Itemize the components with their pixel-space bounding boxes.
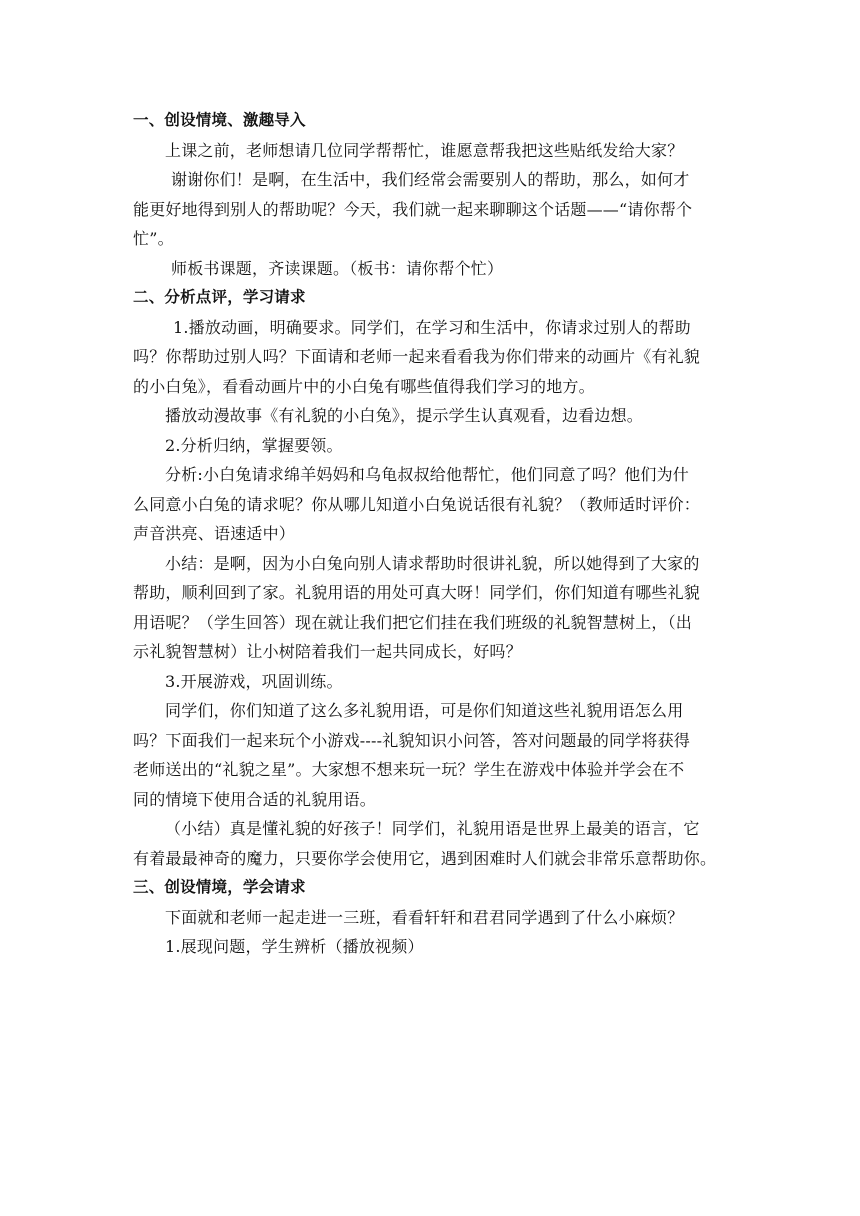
- section-heading: 二、分析点评，学习请求: [133, 288, 306, 306]
- paragraph-line: 1.展现问题，学生辨析（播放视频）: [165, 937, 424, 956]
- paragraph-line: 能更好地得到别人的帮助呢？今天，我们就一起来聊聊这个话题——“请你帮个: [133, 199, 693, 219]
- paragraph-line: 谢谢你们！是啊，在生活中，我们经常会需要别人的帮助，那么，如何才: [171, 170, 690, 189]
- paragraph-line: 3.开展游戏，巩固训练。: [165, 671, 343, 691]
- paragraph-line: （小结）真是懂礼貌的好孩子！同学们，礼貌用语是世界上最美的语言，它: [165, 819, 700, 838]
- paragraph-line: 吗？你帮助过别人吗？下面请和老师一起来看看我为你们带来的动画片《有礼貌: [133, 347, 701, 366]
- paragraph-line: 老师送出的“礼貌之星”。大家想不想来玩一玩？学生在游戏中体验并学会在不: [133, 760, 685, 779]
- paragraph-line: 有着最最神奇的魔力，只要你学会使用它，遇到困难时人们就会非常乐意帮助你。: [133, 848, 717, 868]
- paragraph-line: 的小白兔》，看看动画片中的小白兔有哪些值得我们学习的地方。: [133, 376, 595, 396]
- paragraph-line: 上课之前，老师想请几位同学帮帮忙，谁愿意帮我把这些贴纸发给大家？: [165, 140, 684, 160]
- paragraph-line: 帮助，顺利回到了家。礼貌用语的用处可真大呀！同学们，你们知道有哪些礼貌: [133, 583, 701, 602]
- paragraph-line: 播放动漫故事《有礼貌的小白兔》，提示学生认真观看，边看边想。: [165, 406, 644, 425]
- document-page: [133, 106, 733, 962]
- paragraph-line: 示礼貌智慧树）让小树陪着我们一起共同成长，好吗？: [133, 642, 522, 661]
- paragraph-line: 2.分析归纳，掌握要领。: [165, 435, 343, 455]
- section-heading: 一、创设情境、激趣导入: [133, 111, 306, 129]
- paragraph-line: 1.播放动画，明确要求。同学们，在学习和生活中，你请求过别人的帮助: [173, 317, 691, 337]
- paragraph-line: 声音洪亮、语速适中）: [133, 524, 296, 543]
- paragraph-line: 么同意小白兔的请求呢？你从哪儿知道小白兔说话很有礼貌？（教师适时评价：: [133, 494, 701, 514]
- paragraph-line: 同学们，你们知道了这么多礼貌用语，可是你们知道这些礼貌用语怎么用: [165, 701, 684, 720]
- paragraph-line: 小结：是啊，因为小白兔向别人请求帮助时很讲礼貌，所以她得到了大家的: [165, 553, 700, 573]
- paragraph-line: 用语呢？（学生回答）现在就让我们把它们挂在我们班级的礼貌智慧树上，（出: [133, 612, 693, 632]
- paragraph-line: 师板书课题，齐读课题。（板书：请你帮个忙）: [171, 258, 504, 278]
- paragraph-line: 同的情境下使用合适的礼貌用语。: [133, 789, 377, 809]
- paragraph-line: 忙”。: [133, 229, 174, 248]
- paragraph-line: 分析:小白兔请求绵羊妈妈和乌龟叔叔给他帮忙，他们同意了吗？他们为什: [165, 465, 689, 484]
- paragraph-line: 下面就和老师一起走进一三班，看看轩轩和君君同学遇到了什么小麻烦？: [165, 907, 684, 927]
- paragraph-line: 吗？下面我们一起来玩个小游戏----礼貌知识小问答，答对问题最的同学将获得: [133, 730, 691, 750]
- section-heading: 三、创设情境，学会请求: [133, 878, 306, 896]
